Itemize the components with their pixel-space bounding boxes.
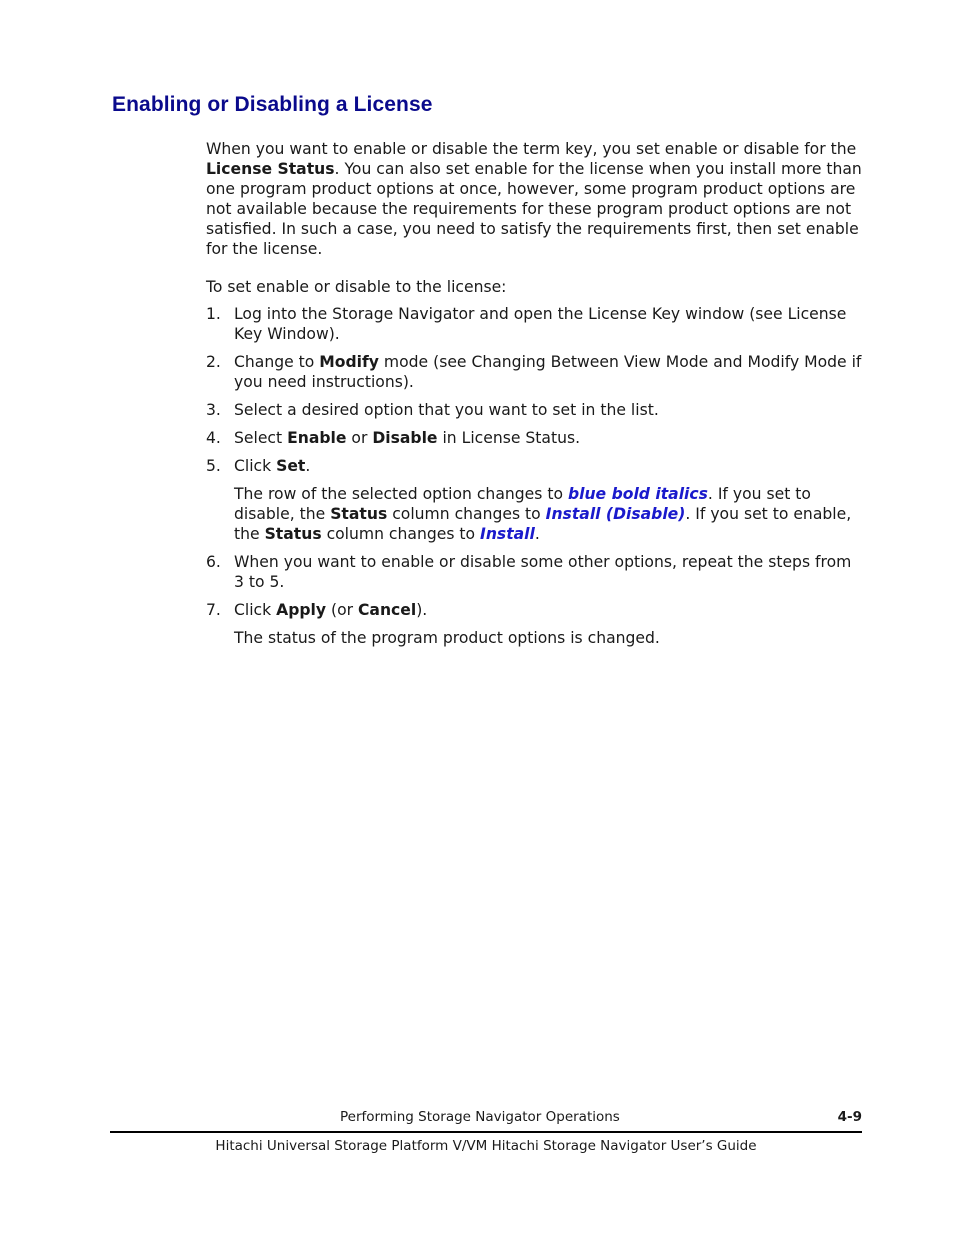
modify-term: Modify — [319, 353, 379, 371]
step-text: When you want to enable or disable some other options, repeat the steps from 3 to 5. — [234, 553, 852, 591]
result-text: column changes to — [321, 525, 481, 543]
step-4 — [206, 428, 866, 448]
step-number: 3. — [206, 401, 221, 419]
step-result — [234, 484, 866, 544]
step-text: ). — [416, 601, 428, 619]
step-text: Change to — [234, 353, 320, 371]
install-disable-term: Install (Disable) — [545, 505, 686, 523]
step-result: The status of the program product options is changed. — [234, 629, 660, 647]
status-term: Status — [330, 505, 388, 523]
step-text: Click — [234, 457, 277, 475]
page-number: 4-9 — [837, 1109, 862, 1125]
step-text: Log into the Storage Navigator and open the License Key window (see License Key Window). — [234, 305, 847, 343]
step-3 — [206, 400, 866, 420]
step-number: 4. — [206, 429, 221, 447]
section-title: Enabling or Disabling a License — [112, 93, 433, 116]
footer-divider — [110, 1131, 862, 1133]
step-text: in License Status. — [437, 429, 581, 447]
set-term: Set — [276, 457, 306, 475]
license-status-term: License Status — [206, 160, 335, 178]
step-5 — [206, 456, 866, 544]
disable-term: Disable — [372, 429, 438, 447]
procedure-intro: To set enable or disable to the license: — [206, 278, 507, 296]
procedure-steps — [206, 304, 866, 656]
step-text: Select a desired option that you want to set in the list. — [234, 401, 659, 419]
cancel-term: Cancel — [357, 601, 417, 619]
page-footer — [110, 1109, 862, 1129]
step-number: 6. — [206, 553, 221, 571]
result-text: . If you set to enable, the — [234, 505, 852, 543]
step-text: Select — [234, 429, 288, 447]
step-text: mode (see Changing Between View Mode and Modify Mode if you need instructions). — [234, 353, 862, 391]
step-text: or — [346, 429, 373, 447]
install-term: Install — [480, 525, 535, 543]
apply-term: Apply — [276, 601, 327, 619]
step-text: Click — [234, 601, 277, 619]
intro-text: . You can also set enable for the license when you install more than one program product options at once, however, some program product options are not available because the requirements for these program product options are not satisfied. In such a case, you need to satisfy the requirements first, then set enable for the license. — [206, 160, 862, 258]
status-term: Status — [264, 525, 322, 543]
step-text: (or — [326, 601, 358, 619]
footer-section-name: Performing Storage Navigator Operations — [340, 1109, 620, 1125]
step-number: 2. — [206, 353, 221, 371]
step-6 — [206, 552, 866, 592]
enable-term: Enable — [287, 429, 347, 447]
intro-paragraph — [206, 139, 866, 259]
result-text: column changes to — [387, 505, 546, 523]
step-number: 7. — [206, 601, 221, 619]
intro-text: When you want to enable or disable the term key, you set enable or disable for the — [206, 140, 857, 158]
result-text: . If you set to disable, the — [234, 485, 811, 523]
result-text: . — [534, 525, 540, 543]
step-7 — [206, 600, 866, 648]
step-2 — [206, 352, 866, 392]
step-text: . — [305, 457, 311, 475]
blue-bold-italics-term: blue bold italics — [567, 485, 708, 503]
step-number: 5. — [206, 457, 221, 475]
step-1 — [206, 304, 866, 344]
step-number: 1. — [206, 305, 221, 323]
result-text: The row of the selected option changes to — [234, 485, 568, 503]
footer-guide-title: Hitachi Universal Storage Platform V/VM Hitachi Storage Navigator User’s Guide — [215, 1138, 757, 1154]
